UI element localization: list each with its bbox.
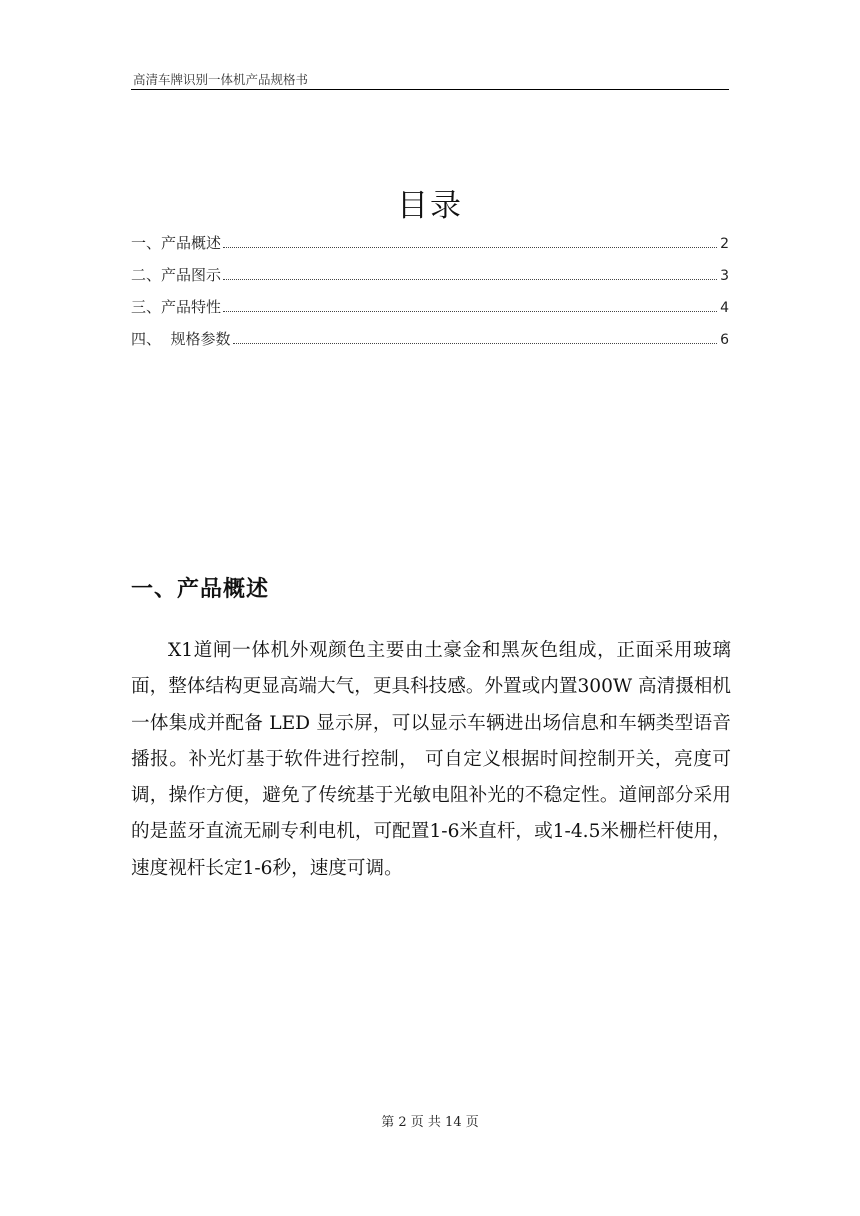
toc-item-label: 一、产品概述 (131, 234, 222, 252)
toc-item-specifications[interactable] (131, 328, 729, 360)
toc-item-page: 2 (720, 236, 729, 252)
toc-dot-leader (233, 342, 718, 344)
toc-item-label: 四、 规格参数 (131, 330, 231, 348)
toc-item-label: 三、产品特性 (131, 298, 222, 316)
page-footer: 第 2 页 共 14 页 (381, 1115, 479, 1130)
toc-item-label: 二、产品图示 (131, 266, 222, 284)
toc-dot-leader (223, 246, 717, 248)
document-title: 高清车牌识别一体机产品规格书 (133, 72, 309, 87)
toc-item-page: 4 (720, 300, 729, 316)
section-heading: 一、产品概述 (131, 577, 270, 602)
toc-item-page: 3 (720, 268, 729, 284)
toc-item-features[interactable] (131, 296, 729, 328)
toc-item-illustrations[interactable] (131, 264, 729, 296)
toc-dot-leader (223, 310, 717, 312)
toc-dot-leader (223, 278, 717, 280)
page-header (131, 70, 729, 90)
toc-item-page: 6 (720, 332, 729, 348)
toc-item-overview[interactable] (131, 232, 729, 264)
toc-title: 目录 (397, 188, 463, 224)
section-body-paragraph: X1道闸一体机外观颜色主要由土豪金和黑灰色组成，正面采用玻璃面，整体结构更显高端大气，更具科技感。外置或内置300W 高清摄相机一体集成并配备 LED 显示屏，可以显示车辆进出场信息和车辆类型语音播报。补光灯基于软件进行控制， 可自定义根据时间控制开关，亮度可调，操作方便，避免了传统基于光敏电阻补光的不稳定性。道闸部分采用的是蓝牙直流无刷专利电机，可配置1-6米直杆，或1-4.5米栅栏杆使用，速度视杆长定1-6秒，速度可调。 (131, 640, 731, 879)
table-of-contents (131, 232, 729, 360)
